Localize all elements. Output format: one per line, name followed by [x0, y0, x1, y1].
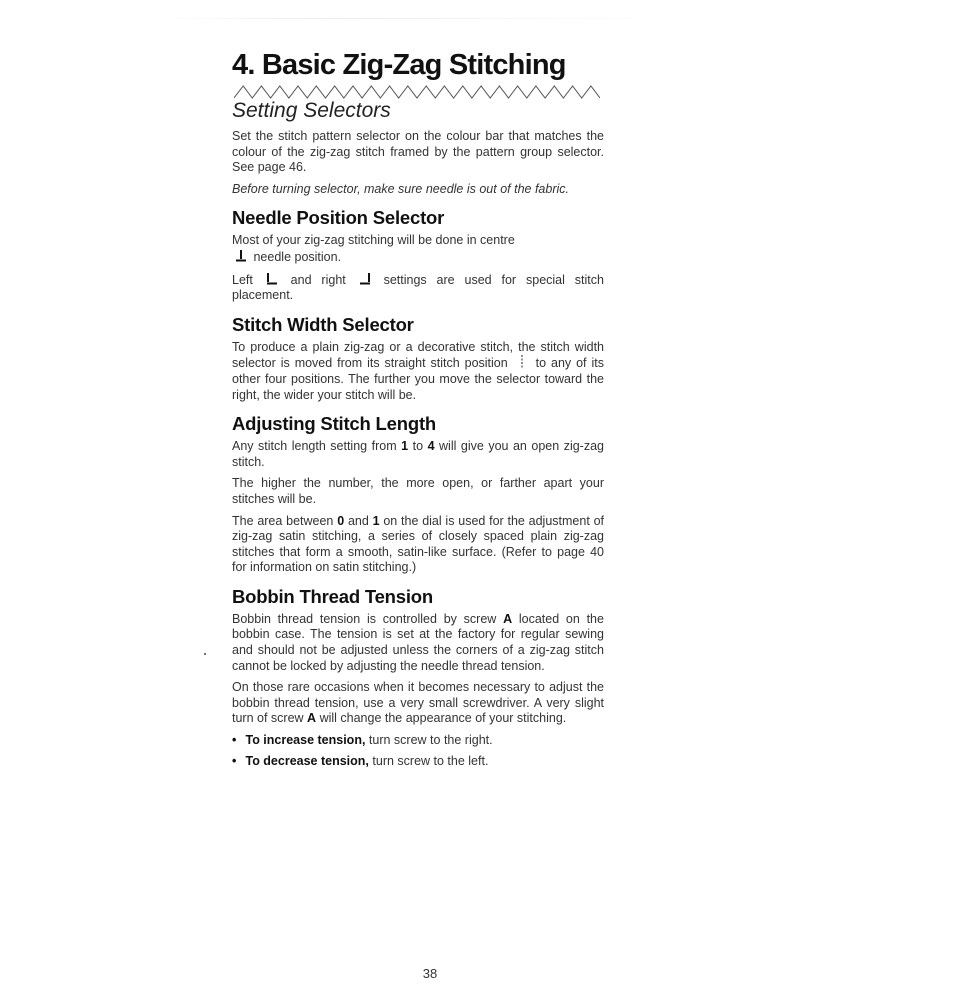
satin-text-c: on the dial is used for the adjustment of zig-zag satin stitching, a series of closely spaced plain zig-zag stitches that form a smooth, satin-like surface. (Refer to page 40 for information on satin stitching.) [232, 513, 605, 575]
screw-label-a: A [503, 611, 513, 626]
needle-position-heading: Needle Position Selector [232, 207, 445, 229]
bullet-icon: • [232, 733, 237, 748]
needle-left-label: Left [232, 272, 253, 287]
screw-label-a-2: A [307, 711, 317, 726]
page-title: 4. Basic Zig-Zag Stitching [232, 49, 566, 81]
bobbin-tension-text-1 [232, 612, 604, 674]
needle-position-rest: settings are used for special stitch placement. [232, 272, 604, 303]
stitch-length-text-b: to [412, 439, 424, 454]
stitch-length-section [232, 413, 604, 576]
decrease-tension-label: To decrease tension, [245, 753, 369, 768]
stitch-width-text [232, 340, 604, 403]
needle-left-icon [266, 272, 278, 285]
needle-and-right-label: and right [290, 272, 346, 287]
decrease-tension-text: turn screw to the left. [372, 753, 489, 768]
bobbin-text-b: located on the bobbin case. The tension is set at the factory for regular sewing and should not be adjusted unless the corners of a zig-zag stitch cannot be locked by adjusting the needle thread tension. [232, 611, 604, 673]
satin-value-0: 0 [337, 513, 345, 528]
page-number: 38 [422, 966, 438, 981]
increase-tension-text: turn screw to the right. [368, 733, 493, 748]
stitch-length-text-a: Any stitch length setting from [232, 439, 397, 454]
manual-page-column [232, 46, 604, 774]
bobbin-tension-text-2 [232, 680, 604, 727]
needle-position-section [232, 207, 604, 303]
bobbin-text-d: will change the appearance of your stitching. [319, 711, 567, 726]
setting-selectors-heading: Setting Selectors [232, 99, 391, 122]
list-item [232, 754, 604, 770]
increase-tension-label: To increase tension, [245, 733, 366, 748]
stitch-length-text-2: The higher the number, the more open, or farther apart your stitches will be. [232, 476, 604, 506]
bobbin-text-a: Bobbin thread tension is controlled by screw [232, 611, 497, 626]
satin-text-a: The area between [232, 513, 334, 528]
bullet-icon: • [232, 753, 237, 768]
needle-right-icon [359, 272, 371, 285]
stitch-length-text-3 [232, 514, 604, 576]
bobbin-text-c: On those rare occasions when it becomes necessary to adjust the bobbin thread tension, use a very small screwdriver. A very slight turn of screw [232, 680, 604, 726]
needle-out-note: Before turning selector, make sure needle is out of the fabric. [232, 181, 569, 196]
scan-speck [204, 653, 206, 655]
bobbin-tension-heading: Bobbin Thread Tension [232, 585, 434, 607]
tension-bullet-list [232, 733, 604, 769]
bobbin-tension-section [232, 586, 604, 769]
stitch-length-value-4: 4 [427, 439, 435, 454]
stitch-width-text-start: To produce a plain zig-zag or a decorative stitch, the stitch width selector is moved from its straight stitch position [232, 339, 604, 371]
stitch-length-text-c: will give you an open zig-zag stitch. [232, 439, 604, 469]
satin-value-1: 1 [372, 513, 380, 528]
needle-position-text-2 [232, 272, 604, 304]
stitch-length-heading: Adjusting Stitch Length [232, 413, 437, 435]
needle-position-text-1 [232, 233, 604, 265]
stitch-length-value-1: 1 [401, 439, 409, 454]
zigzag-stitch-icon [234, 84, 600, 100]
stitch-width-section [232, 314, 604, 403]
straight-stitch-icon [516, 355, 528, 368]
needle-centre-icon [235, 249, 247, 262]
stitch-width-text-end: to any of its other four positions. The further you move the selector toward the right, the wider your stitch will be. [232, 356, 604, 402]
satin-text-b: and [347, 513, 369, 528]
needle-position-text-start: Most of your zig-zag stitching will be done in centre [232, 233, 515, 248]
stitch-width-heading: Stitch Width Selector [232, 313, 414, 335]
setting-selectors-text: Set the stitch pattern selector on the colour bar that matches the colour of the zig-zag stitch framed by the pattern group selector. See page 46. [232, 129, 604, 175]
scan-artifact-line [160, 18, 680, 19]
stitch-length-text-1 [232, 439, 604, 470]
needle-position-text-end: needle position. [253, 249, 342, 264]
list-item [232, 733, 604, 749]
